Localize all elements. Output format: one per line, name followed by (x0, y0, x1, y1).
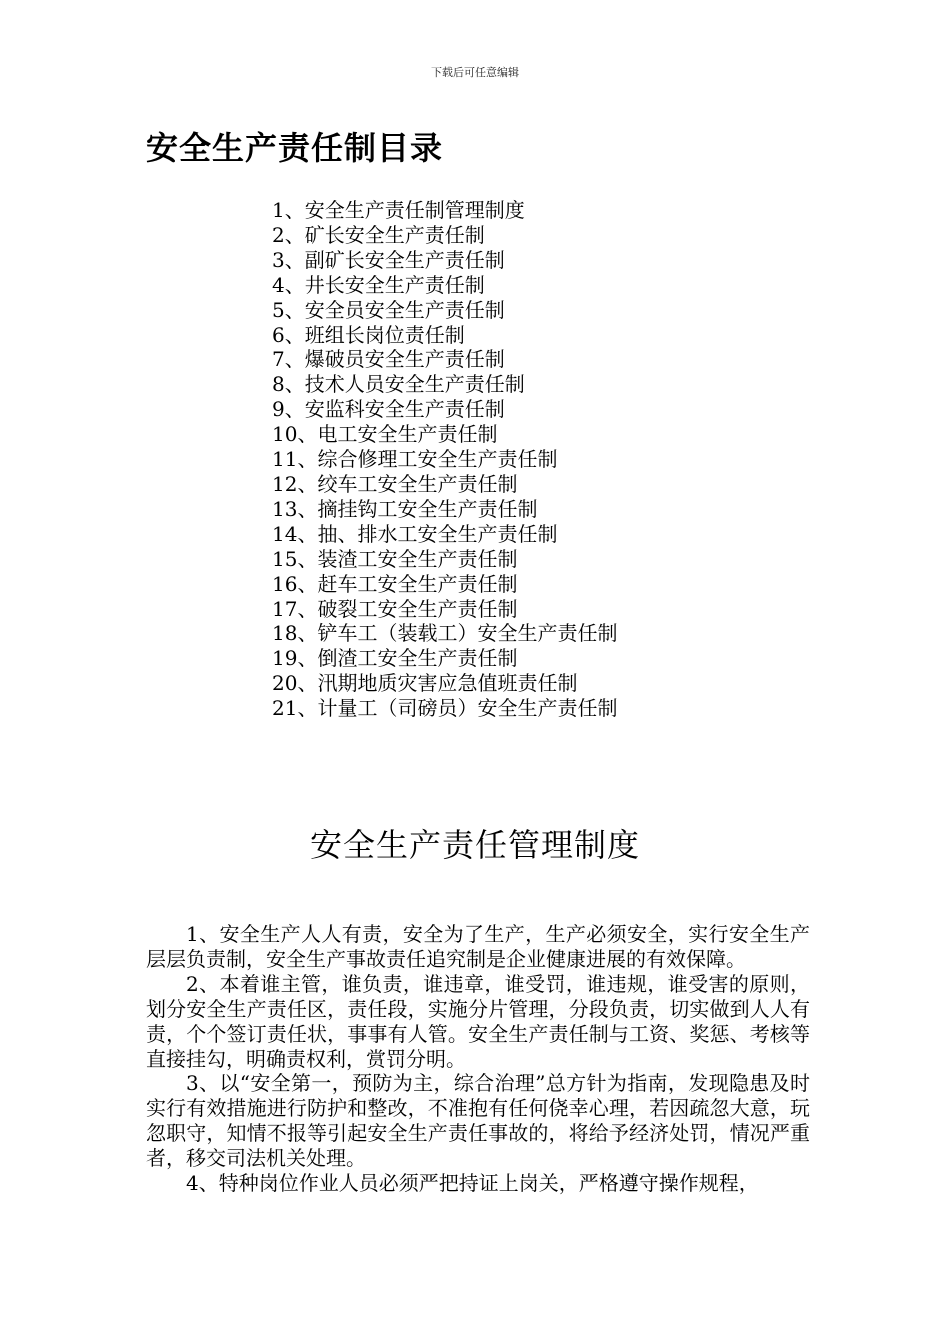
toc-item: 13、摘挂钩工安全生产责任制 (272, 496, 538, 521)
toc-item: 14、抽、排水工安全生产责任制 (272, 521, 558, 546)
toc-item: 3、副矿长安全生产责任制 (272, 247, 505, 272)
toc-item: 4、井长安全生产责任制 (272, 272, 485, 297)
toc-item: 16、赶车工安全生产责任制 (272, 571, 518, 596)
toc-item: 10、电工安全生产责任制 (272, 422, 498, 447)
toc-item: 9、安监科安全生产责任制 (272, 397, 505, 422)
header-note: 下载后可任意编辑 (431, 66, 519, 79)
paragraph-3: 3、以“安全第一，预防为主，综合治理”总方针为指南，发现隐患及时实行有效措施进行防护和整改，不准抱有任何侥幸心理，若因疏忽大意，玩忽职守，知情不报等引起安全生产责任事故的，将给予经济处罚，情况严重者，移交司法机关处理。 (146, 1071, 810, 1171)
toc-item: 17、破裂工安全生产责任制 (272, 596, 518, 621)
toc-title: 安全生产责任制目录 (146, 129, 444, 167)
toc-item: 7、爆破员安全生产责任制 (272, 347, 505, 372)
toc-item: 5、安全员安全生产责任制 (272, 297, 505, 322)
toc-item: 15、装渣工安全生产责任制 (272, 546, 518, 571)
paragraph-1: 1、安全生产人人有责，安全为了生产，生产必须安全，实行安全生产层层负责制，安全生产事故责任追究制是企业健康进展的有效保障。 (146, 922, 810, 971)
section-title: 安全生产责任管理制度 (309, 826, 640, 864)
toc-item: 19、倒渣工安全生产责任制 (272, 646, 518, 671)
toc-item: 18、铲车工（装载工）安全生产责任制 (272, 621, 618, 646)
toc-item: 2、矿长安全生产责任制 (272, 222, 485, 247)
toc-item: 6、班组长岗位责任制 (272, 322, 465, 347)
section-body (146, 922, 810, 1196)
toc-item: 11、综合修理工安全生产责任制 (272, 447, 558, 472)
toc-item: 20、汛期地质灾害应急值班责任制 (272, 671, 578, 696)
toc-item: 1、安全生产责任制管理制度 (272, 198, 525, 222)
toc-item: 8、技术人员安全生产责任制 (272, 372, 525, 397)
paragraph-4: 4、特种岗位作业人员必须严把持证上岗关，严格遵守操作规程， (186, 1171, 759, 1196)
toc-item: 12、绞车工安全生产责任制 (272, 471, 518, 496)
toc-list (272, 198, 617, 721)
toc-item: 21、计量工（司磅员）安全生产责任制 (272, 696, 618, 721)
paragraph-2: 2、本着谁主管，谁负责，谁违章，谁受罚，谁违规，谁受害的原则，划分安全生产责任区，责任段，实施分片管理，分段负责，切实做到人人有责，个个签订责任状，事事有人管。安全生产责任制与工资、奖惩、考核等直接挂勾，明确责权利，赏罚分明。 (146, 971, 810, 1071)
